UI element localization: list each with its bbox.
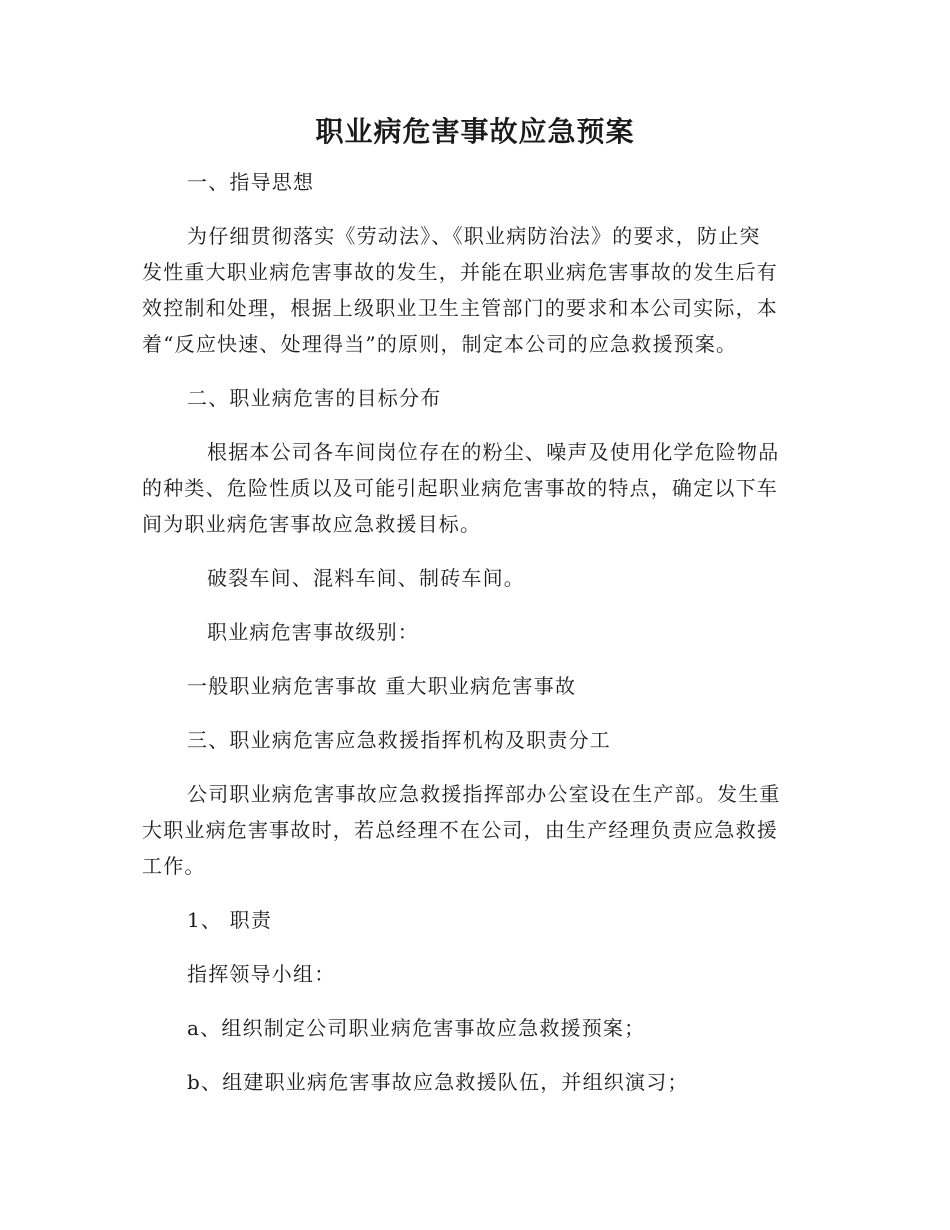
paragraph-line: 着“反应快速、处理得当”的原则，制定本公司的应急救援预案。: [142, 332, 738, 356]
paragraph-line: 为仔细贯彻落实《劳动法》、《职业病防治法》的要求，防止突: [187, 224, 761, 248]
paragraph-line: 大职业病危害事故时，若总经理不在公司，由生产经理负责应急救援: [142, 818, 778, 842]
paragraph-line: 间为职业病危害事故应急救援目标。: [142, 512, 482, 536]
subsection-1-heading: 1、 职责: [187, 908, 273, 932]
section-3-heading: 三、职业病危害应急救援指挥机构及职责分工: [187, 728, 611, 752]
command-group-label: 指挥领导小组：: [187, 962, 336, 986]
section-2-heading: 二、职业病危害的目标分布: [187, 386, 442, 410]
accident-levels: 一般职业病危害事故 重大职业病危害事故: [187, 674, 577, 698]
paragraph-line: 的种类、危险性质以及可能引起职业病危害事故的特点，确定以下车: [142, 476, 778, 500]
paragraph-line: 工作。: [142, 854, 206, 878]
duty-item-b: b、组建职业病危害事故应急救援队伍，并组织演习；: [187, 1070, 689, 1094]
paragraph-line: 根据本公司各车间岗位存在的粉尘、噪声及使用化学危险物品: [207, 440, 780, 464]
duty-item-a: a、组织制定公司职业病危害事故应急救援预案；: [187, 1016, 646, 1040]
document-title: 职业病危害事故应急预案: [315, 115, 635, 148]
paragraph-line: 公司职业病危害事故应急救援指挥部办公室设在生产部。发生重: [187, 782, 781, 806]
accident-levels-label: 职业病危害事故级别：: [207, 620, 419, 644]
section-1-heading: 一、指导思想: [187, 170, 315, 194]
paragraph-line: 发性重大职业病危害事故的发生，并能在职业病危害事故的发生后有: [142, 260, 778, 284]
paragraph-line: 效控制和处理，根据上级职业卫生主管部门的要求和本公司实际，本: [142, 296, 778, 320]
target-workshops: 破裂车间、混料车间、制砖车间。: [207, 566, 525, 590]
